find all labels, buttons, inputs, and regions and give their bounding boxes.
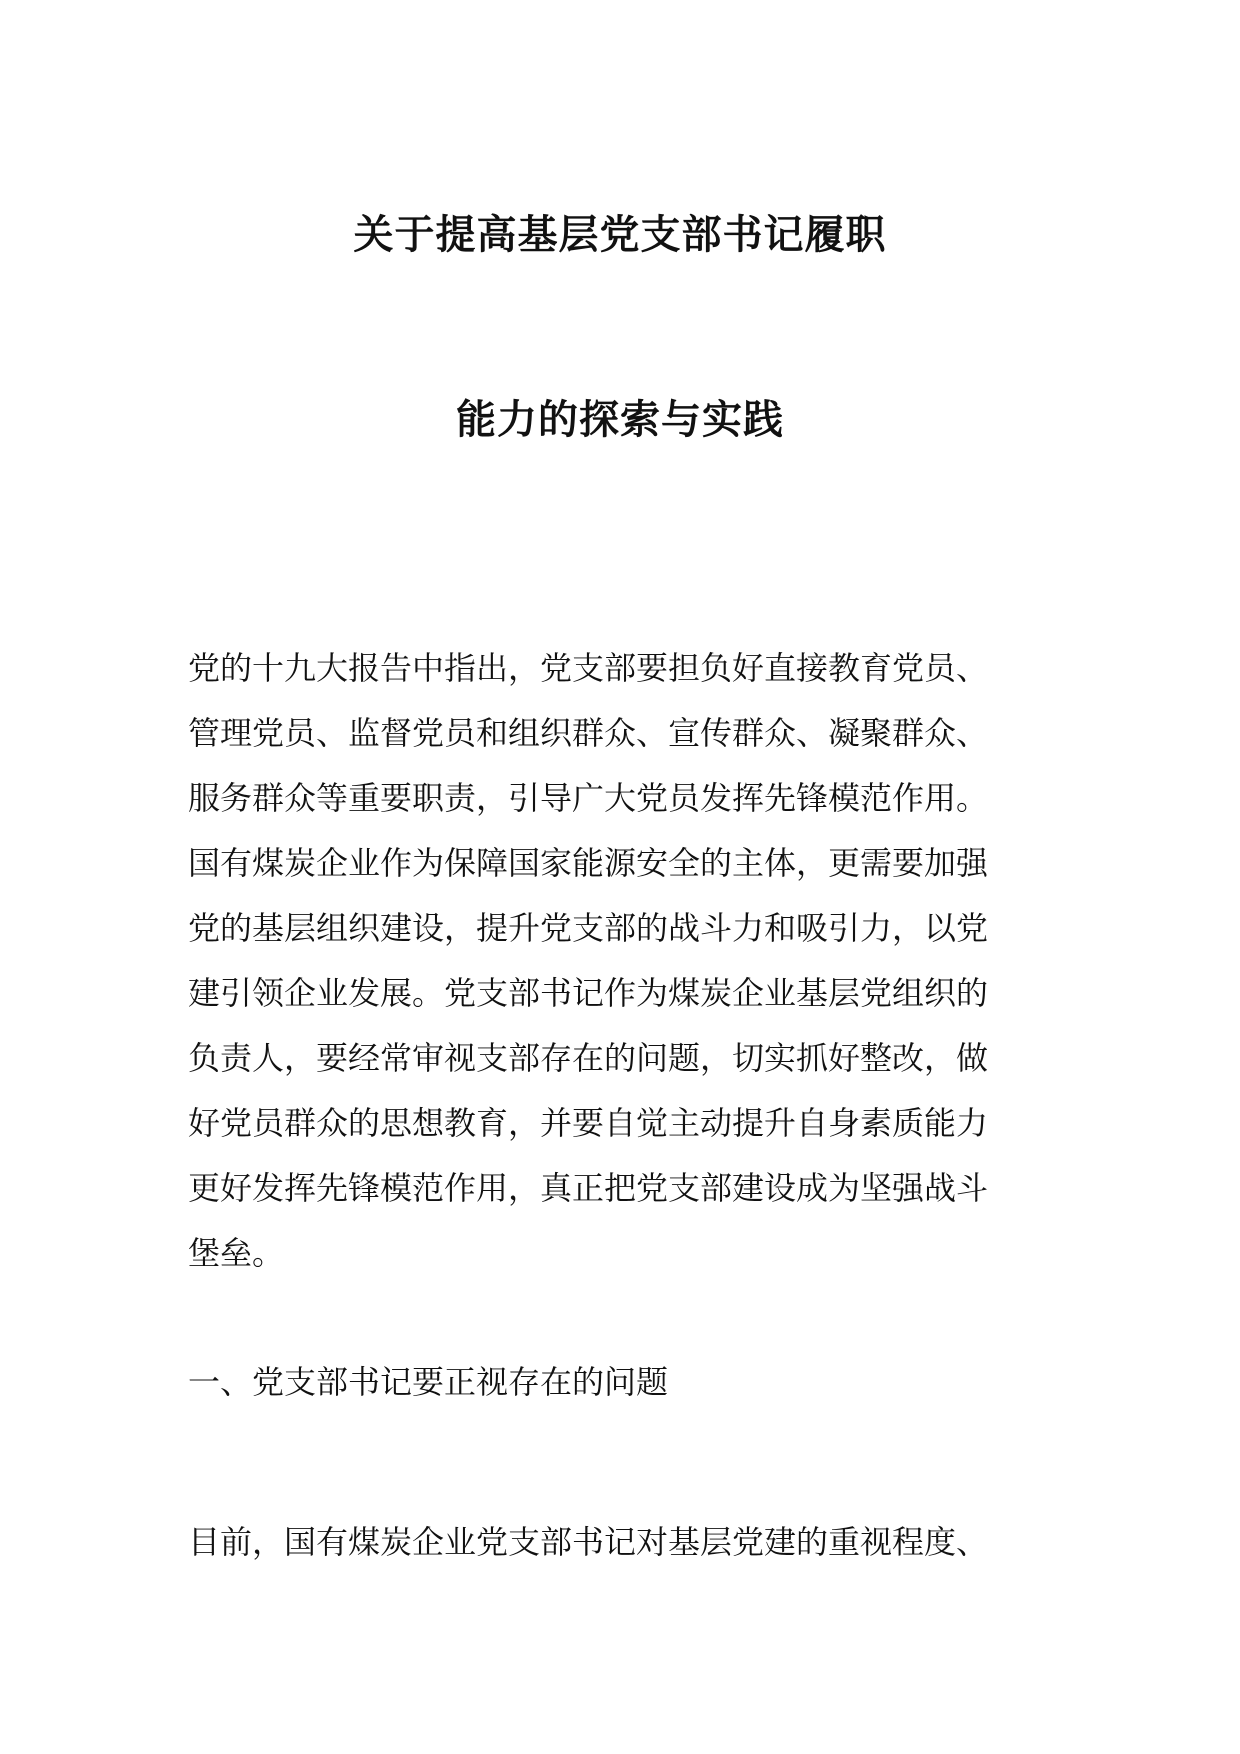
paragraph-line: 堡垒。 (188, 1234, 285, 1272)
paragraph-line: 更好发挥先锋模范作用，真正把党支部建设成为坚强战斗 (188, 1169, 989, 1207)
document-title-line-1: 关于提高基层党支部书记履职 (353, 212, 887, 258)
paragraph-line: 负责人，要经常审视支部存在的问题，切实抓好整改，做 (188, 1039, 989, 1077)
paragraph-line: 建引领企业发展。党支部书记作为煤炭企业基层党组织的 (188, 974, 989, 1012)
paragraph-line: 目前，国有煤炭企业党支部书记对基层党建的重视程度、 (188, 1523, 989, 1561)
paragraph-line: 服务群众等重要职责，引导广大党员发挥先锋模范作用。 (188, 779, 989, 817)
paragraph-line: 好党员群众的思想教育，并要自觉主动提升自身素质能力 (188, 1104, 989, 1142)
paragraph-line: 国有煤炭企业作为保障国家能源安全的主体，更需要加强 (188, 844, 989, 882)
section-heading: 一、党支部书记要正视存在的问题 (188, 1363, 669, 1401)
paragraph-line: 党的基层组织建设，提升党支部的战斗力和吸引力，以党 (188, 909, 989, 947)
paragraph-line: 管理党员、监督党员和组织群众、宣传群众、凝聚群众、 (188, 714, 989, 752)
document-title-line-2: 能力的探索与实践 (456, 397, 784, 443)
paragraph-section-1 (188, 1510, 1068, 1575)
paragraph-intro (188, 636, 1068, 1286)
paragraph-line: 党的十九大报告中指出，党支部要担负好直接教育党员、 (188, 649, 989, 687)
